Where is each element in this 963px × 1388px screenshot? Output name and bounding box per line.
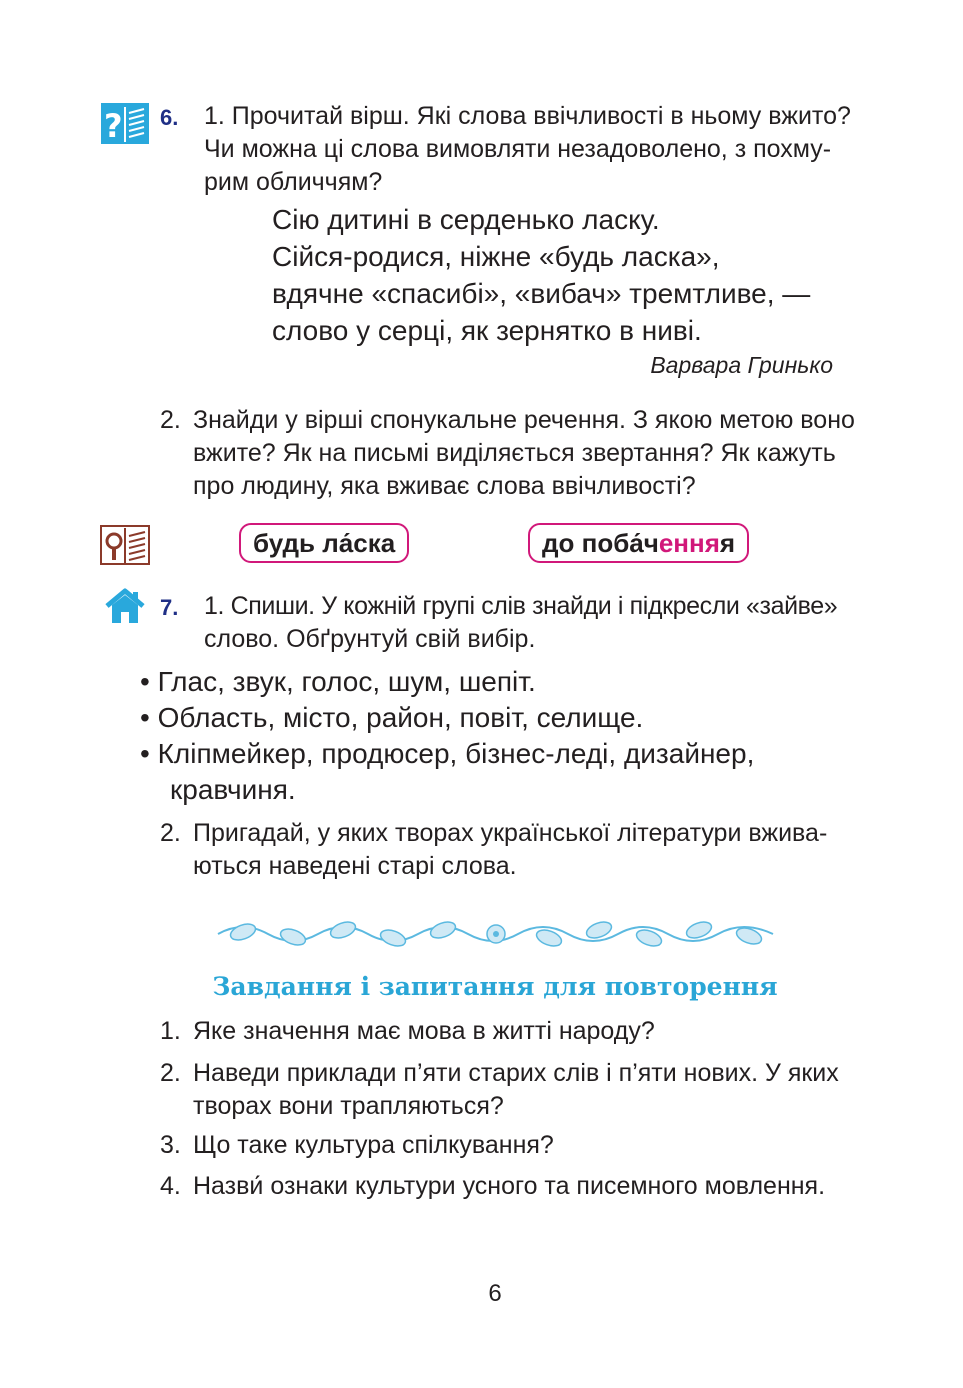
task-6-number: 6.: [160, 105, 179, 130]
word-group-2: • Область, місто, район, повіт, селище.: [140, 702, 644, 733]
dictionary-word-do-pobachennia: до поба́ченняя: [528, 523, 749, 563]
poem-line-2: Сійся-родися, ніжне «будь ласка»,: [272, 241, 720, 272]
poem-author: Варвара Гринько: [650, 352, 833, 378]
review-item-3-number: 3.: [160, 1131, 181, 1159]
poem-line-1: Сію дитині в серденько ласку.: [272, 204, 660, 235]
task-7-q2-line-2: ються наведені старі слова.: [193, 852, 517, 880]
task-6-q1-line-1: 1. Прочитай вірш. Які слова ввічливості в ньому вжито?: [204, 102, 851, 130]
task-7-q1-line-1: 1. Спиши. У кожній групі слів знайди і підкресли «зайве»: [204, 592, 838, 620]
task-6-q1-line-2: Чи можна ці слова вимовляти незадоволено, з похму-: [204, 135, 832, 163]
page-number: 6: [488, 1280, 502, 1307]
task-6-q2-line-2: вжите? Як на письмі виділяється звертання? Як кажуть: [193, 439, 836, 467]
review-item-2-line-2: творах вони трапляються?: [193, 1092, 504, 1120]
task-6-q2-line-1: Знайди у вірші спонукальне речення. З якою метою воно: [193, 406, 855, 434]
word-group-1: • Глас, звук, голос, шум, шепіт.: [140, 666, 536, 697]
review-item-3-text: Що таке культура спілкування?: [193, 1131, 554, 1159]
task-6-q2-number: 2.: [160, 406, 181, 434]
review-item-2-number: 2.: [160, 1059, 181, 1087]
task-7-number: 7.: [160, 595, 179, 620]
review-item-1-number: 1.: [160, 1017, 181, 1045]
word-group-3-continued: кравчиня.: [170, 774, 296, 805]
task-6-q2-line-3: про людину, яка вживає слова ввічливості?: [193, 472, 696, 500]
review-item-4-text: Назви́ ознаки культури усного та писемного мовлення.: [193, 1172, 826, 1200]
task-7-q2-line-1: Пригадай, у яких творах української літератури вжива-: [193, 819, 828, 847]
review-item-4-number: 4.: [160, 1172, 181, 1200]
word-group-3: • Кліпмейкер, продюсер, бізнес-леді, дизайнер,: [140, 738, 755, 769]
question-book-icon: [100, 101, 150, 145]
home-icon: [105, 588, 145, 624]
magnifier-book-icon: [100, 524, 150, 566]
review-heading: Завдання і запитання для повторення: [212, 972, 778, 1001]
task-7-q2-number: 2.: [160, 819, 181, 847]
task-7-q1-line-2: слово. Обґрунтуй свій вибір.: [204, 625, 536, 653]
poem-line-3: вдячне «спасибі», «вибач» тремтливе, —: [272, 278, 811, 309]
review-item-2-line-1: Наведи приклади п’яти старих слів і п’яти нових. У яких: [193, 1059, 839, 1087]
poem-line-4: слово у серці, як зернятко в ниві.: [272, 315, 702, 346]
task-6-q1-line-3: рим обличчям?: [204, 168, 383, 196]
dictionary-word-bud-laska: будь ла́ска: [239, 523, 409, 563]
svg-text:?: ?: [104, 107, 123, 145]
floral-divider-ornament: [213, 912, 779, 956]
review-item-1-text: Яке значення має мова в житті народу?: [193, 1017, 655, 1045]
